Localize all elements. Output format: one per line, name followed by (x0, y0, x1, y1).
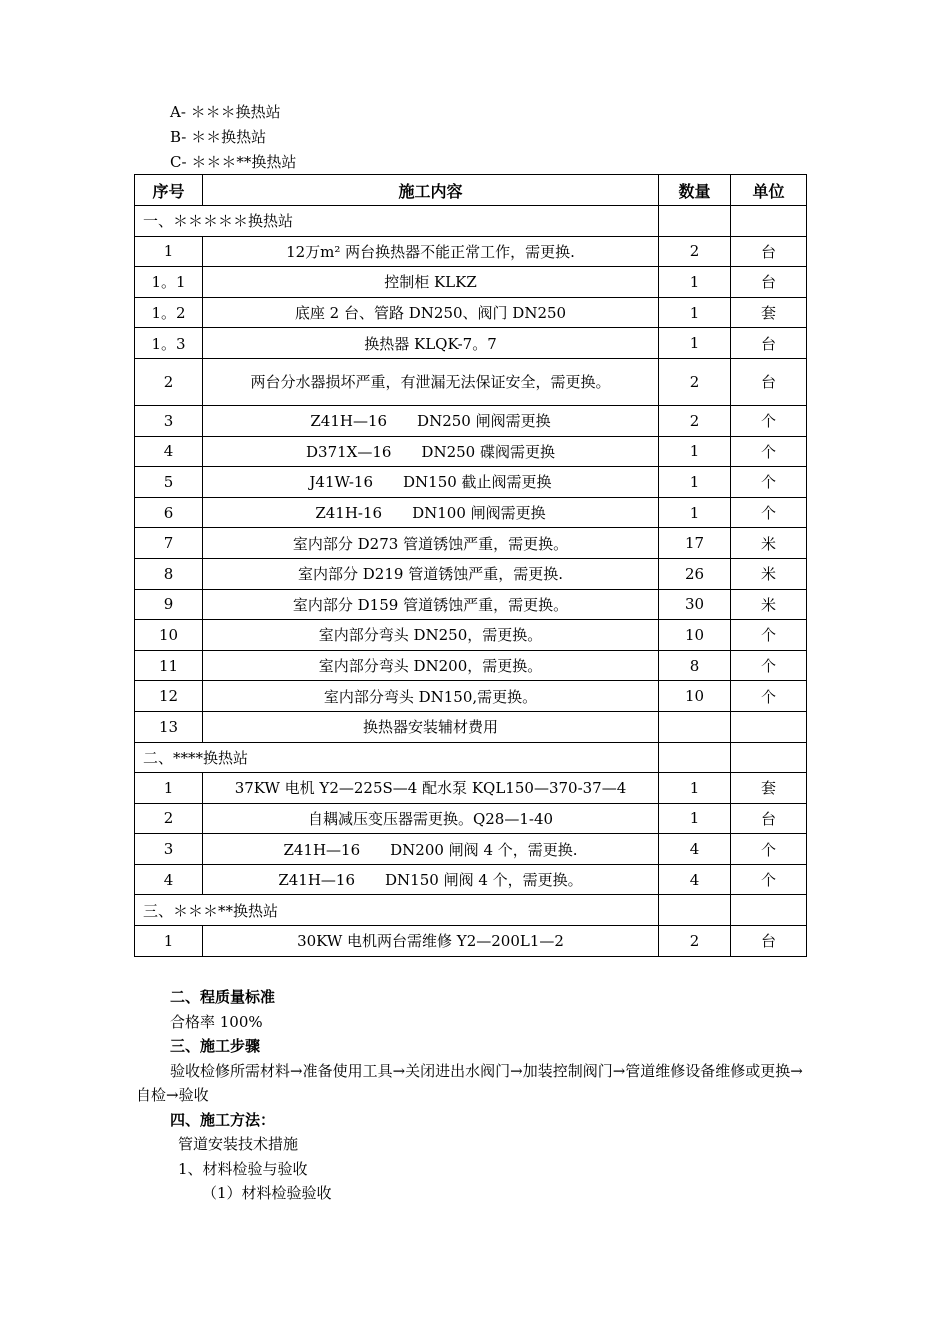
cell-content: Z41H—16 DN150 闸阀 4 个，需更换。 (203, 864, 659, 895)
cell-content: 室内部分 D159 管道锈蚀严重，需更换。 (203, 589, 659, 620)
cell-content: 控制柜 KLKZ (203, 267, 659, 298)
method-item-1: 1、材料检验与验收 (178, 1159, 308, 1178)
table-row (135, 236, 807, 267)
cell-no: 1。3 (135, 328, 203, 359)
table-row (135, 681, 807, 712)
table-row (135, 436, 807, 467)
cell-no: 4 (135, 864, 203, 895)
cell-unit: 台 (731, 358, 807, 405)
cell-no: 8 (135, 558, 203, 589)
cell-no: 6 (135, 497, 203, 528)
cell-unit: 台 (731, 236, 807, 267)
cell-unit: 套 (731, 773, 807, 804)
steps-text: 验收检修所需材料→准备使用工具→关闭进出水阀门→加装控制阀门→管道维修设备维修或更换→自检→验收 (136, 1061, 803, 1104)
cell-no: 9 (135, 589, 203, 620)
cell-no: 12 (135, 681, 203, 712)
header-content: 施工内容 (203, 175, 659, 206)
cell-unit: 米 (731, 558, 807, 589)
section-row (135, 206, 807, 237)
works-table (134, 174, 807, 957)
table-row (135, 328, 807, 359)
cell-no: 1。2 (135, 297, 203, 328)
cell-content: Z41H—16 DN200 闸阀 4 个，需更换. (203, 834, 659, 865)
cell-no: 1 (135, 236, 203, 267)
cell-no: 11 (135, 650, 203, 681)
header-no: 序号 (135, 175, 203, 206)
cell-qty: 2 (659, 236, 731, 267)
section-unit-cell (731, 895, 807, 926)
cell-unit: 台 (731, 267, 807, 298)
post-table-text (136, 985, 811, 1206)
table-row (135, 926, 807, 957)
cell-qty: 2 (659, 358, 731, 405)
cell-no: 5 (135, 467, 203, 498)
cell-qty (659, 711, 731, 742)
cell-qty: 26 (659, 558, 731, 589)
section-title: 一、＊＊＊＊＊换热站 (135, 206, 659, 237)
table-row (135, 650, 807, 681)
section-title: 二、****换热站 (135, 742, 659, 773)
cell-unit: 个 (731, 681, 807, 712)
cell-unit: 米 (731, 528, 807, 559)
section-row (135, 742, 807, 773)
cell-no: 1 (135, 773, 203, 804)
section-unit-cell (731, 742, 807, 773)
cell-content: 两台分水器损坏严重，有泄漏无法保证安全，需更换。 (203, 358, 659, 405)
cell-content: Z41H—16 DN250 闸阀需更换 (203, 405, 659, 436)
table-row (135, 864, 807, 895)
header-qty: 数量 (659, 175, 731, 206)
table-header-row (135, 175, 807, 206)
cell-unit: 套 (731, 297, 807, 328)
section-qty-cell (659, 206, 731, 237)
cell-no: 2 (135, 803, 203, 834)
table-row (135, 497, 807, 528)
cell-content: 室内部分 D273 管道锈蚀严重，需更换。 (203, 528, 659, 559)
cell-no: 10 (135, 620, 203, 651)
cell-content: 37KW 电机 Y2—225S—4 配水泵 KQL150—370-37—4 (203, 773, 659, 804)
cell-content: 换热器 KLQK-7。7 (203, 328, 659, 359)
table-row (135, 358, 807, 405)
cell-qty: 8 (659, 650, 731, 681)
cell-qty: 10 (659, 620, 731, 651)
cell-unit: 台 (731, 926, 807, 957)
table-row (135, 528, 807, 559)
cell-unit: 台 (731, 803, 807, 834)
cell-content: 底座 2 台、管路 DN250、阀门 DN250 (203, 297, 659, 328)
cell-content: J41W-16 DN150 截止阀需更换 (203, 467, 659, 498)
cell-content: 室内部分 D219 管道锈蚀严重，需更换. (203, 558, 659, 589)
cell-unit: 个 (731, 497, 807, 528)
cell-content: 室内部分弯头 DN150,需更换。 (203, 681, 659, 712)
cell-unit: 台 (731, 328, 807, 359)
cell-content: 室内部分弯头 DN200，需更换。 (203, 650, 659, 681)
station-line-b: B- ＊＊换热站 (170, 128, 267, 146)
method-subheading: 管道安装技术措施 (178, 1135, 299, 1153)
cell-content: 12万m² 两台换热器不能正常工作，需更换. (203, 236, 659, 267)
cell-qty: 10 (659, 681, 731, 712)
cell-content: 自耦减压变压器需更换。Q28—1-40 (203, 803, 659, 834)
cell-content: 室内部分弯头 DN250，需更换。 (203, 620, 659, 651)
section-qty-cell (659, 895, 731, 926)
station-line-c: C- ＊＊＊**换热站 (170, 153, 297, 171)
cell-unit: 米 (731, 589, 807, 620)
cell-unit (731, 711, 807, 742)
cell-unit: 个 (731, 620, 807, 651)
cell-unit: 个 (731, 650, 807, 681)
cell-no: 1 (135, 926, 203, 957)
cell-qty: 2 (659, 926, 731, 957)
cell-no: 1。1 (135, 267, 203, 298)
table-body (135, 206, 807, 957)
table-row (135, 620, 807, 651)
cell-qty: 1 (659, 267, 731, 298)
table-row (135, 297, 807, 328)
table-row (135, 558, 807, 589)
cell-qty: 17 (659, 528, 731, 559)
section-row (135, 895, 807, 926)
cell-qty: 1 (659, 803, 731, 834)
method-heading: 四、施工方法： (170, 1110, 276, 1129)
table-row (135, 773, 807, 804)
cell-no: 7 (135, 528, 203, 559)
cell-content: Z41H-16 DN100 闸阀需更换 (203, 497, 659, 528)
steps-heading: 三、施工步骤 (170, 1037, 261, 1055)
cell-unit: 个 (731, 834, 807, 865)
cell-unit: 个 (731, 864, 807, 895)
quality-heading: 二、程质量标准 (170, 988, 276, 1006)
cell-qty: 1 (659, 467, 731, 498)
cell-no: 2 (135, 358, 203, 405)
station-list (170, 100, 296, 175)
cell-qty: 1 (659, 497, 731, 528)
section-unit-cell (731, 206, 807, 237)
header-unit: 单位 (731, 175, 807, 206)
cell-qty: 30 (659, 589, 731, 620)
cell-unit: 个 (731, 436, 807, 467)
cell-qty: 4 (659, 864, 731, 895)
cell-unit: 个 (731, 467, 807, 498)
quality-text: 合格率 100% (170, 1012, 263, 1031)
table-row (135, 589, 807, 620)
cell-qty: 1 (659, 328, 731, 359)
method-item-1-1: （1）材料检验验收 (202, 1184, 332, 1202)
table-row (135, 711, 807, 742)
cell-qty: 2 (659, 405, 731, 436)
cell-no: 4 (135, 436, 203, 467)
cell-content: 30KW 电机两台需维修 Y2—200L1—2 (203, 926, 659, 957)
cell-qty: 1 (659, 436, 731, 467)
cell-unit: 个 (731, 405, 807, 436)
table-row (135, 405, 807, 436)
cell-no: 3 (135, 405, 203, 436)
table-row (135, 267, 807, 298)
table-row (135, 803, 807, 834)
section-qty-cell (659, 742, 731, 773)
table-row (135, 834, 807, 865)
cell-content: 换热器安装辅材费用 (203, 711, 659, 742)
cell-no: 3 (135, 834, 203, 865)
cell-no: 13 (135, 711, 203, 742)
cell-qty: 1 (659, 773, 731, 804)
table-row (135, 467, 807, 498)
cell-qty: 4 (659, 834, 731, 865)
cell-qty: 1 (659, 297, 731, 328)
cell-content: D371X—16 DN250 碟阀需更换 (203, 436, 659, 467)
section-title: 三、＊＊＊**换热站 (135, 895, 659, 926)
station-line-a: A- ＊＊＊换热站 (170, 103, 281, 121)
